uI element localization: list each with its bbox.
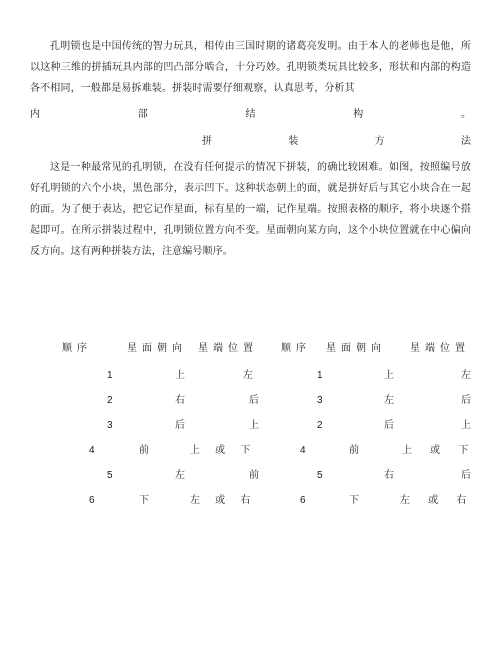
section-heading xyxy=(30,133,471,151)
table-header: 顺序 xyxy=(62,343,92,354)
table-cell: 下 xyxy=(349,495,359,506)
table-cell: 6 xyxy=(89,495,95,506)
table-header: 星面朝向 xyxy=(326,343,386,354)
table-cell: 左 xyxy=(461,370,471,381)
table-cell: 左 xyxy=(175,470,185,481)
intro-paragraph: 孔明锁也是中国传统的智力玩具，相传由三国时期的诸葛亮发明。由于本人的老师也是他，所以这种三维的拼插玩具内部的凹凸部分啮合，十分巧妙。孔明锁类玩具比较多，形状和内部的构造各不相同，一般都是易拆难装。拼装时需要仔细观察，认真思考，分析其 xyxy=(30,41,471,94)
table-cell: 1 xyxy=(107,370,113,381)
table-cell: 右 xyxy=(175,395,185,406)
heading-char: 拼 xyxy=(202,136,212,147)
table-cell: 左 xyxy=(384,395,394,406)
table-cell: 上 xyxy=(249,420,259,431)
table-cell: 左 或 右 xyxy=(190,495,251,506)
body-paragraph: 这是一种最常见的孔明锁，在没有任何提示的情况下拼装，的确比较困难。如图，按照编号放好孔明锁的六个小块，黑色部分，表示凹下。这种状态朝上的面，就是拼好后与其它小块合在一起的面。为了便于表达，把它记作星面，标有星的一端，记作星端。按照表格的顺序，将小块逐个搭起即可。在所示拼装过程中，孔明锁位置方向不变。星面朝向某方向，这个小块位置就在中心偏向反方向。这有两种拼装方法，注意编号顺序。 xyxy=(30,162,471,257)
table-cell: 后 xyxy=(461,395,471,406)
heading-char: 法 xyxy=(460,136,471,147)
table-cell: 2 xyxy=(107,395,113,406)
heading-char: 方 xyxy=(374,136,385,147)
spread-char: 内 xyxy=(30,109,40,120)
table-cell: 前 xyxy=(249,470,259,481)
table-cell: 上 或 下 xyxy=(190,445,251,456)
spread-char: 构 xyxy=(353,109,364,120)
table-cell: 3 xyxy=(317,395,323,406)
table-cell: 后 xyxy=(175,420,185,431)
table-cell: 左 xyxy=(243,370,253,381)
table-cell: 后 xyxy=(384,420,394,431)
intro-continuation xyxy=(30,106,471,124)
spread-char: 。 xyxy=(461,109,471,120)
table-cell: 3 xyxy=(107,420,113,431)
table-cell: 4 xyxy=(89,445,95,456)
table-cell: 右 xyxy=(384,470,394,481)
table-cell: 后 xyxy=(461,470,471,481)
heading-char: 装 xyxy=(288,136,299,147)
table-cell: 后 xyxy=(249,395,259,406)
table-cell: 4 xyxy=(300,445,306,456)
table-cell: 上 xyxy=(175,370,185,381)
table-cell: 左 或 右 xyxy=(400,495,467,506)
spread-char: 部 xyxy=(137,109,148,120)
table-header: 顺序 xyxy=(281,343,311,354)
table-cell: 上 xyxy=(384,370,394,381)
table-header: 星端位置 xyxy=(410,343,470,354)
table-cell: 5 xyxy=(317,470,323,481)
table-header: 星面朝向 xyxy=(127,343,187,354)
spread-char: 结 xyxy=(245,109,256,120)
table-header: 星端位置 xyxy=(198,343,258,354)
table-cell: 上 或 下 xyxy=(402,445,469,456)
table-cell: 2 xyxy=(317,420,323,431)
table-cell: 前 xyxy=(349,445,359,456)
table-cell: 1 xyxy=(317,370,323,381)
table-cell: 下 xyxy=(139,495,149,506)
table-cell: 5 xyxy=(107,470,113,481)
table-cell: 前 xyxy=(139,445,149,456)
table-cell: 上 xyxy=(461,420,471,431)
table-cell: 6 xyxy=(300,495,306,506)
